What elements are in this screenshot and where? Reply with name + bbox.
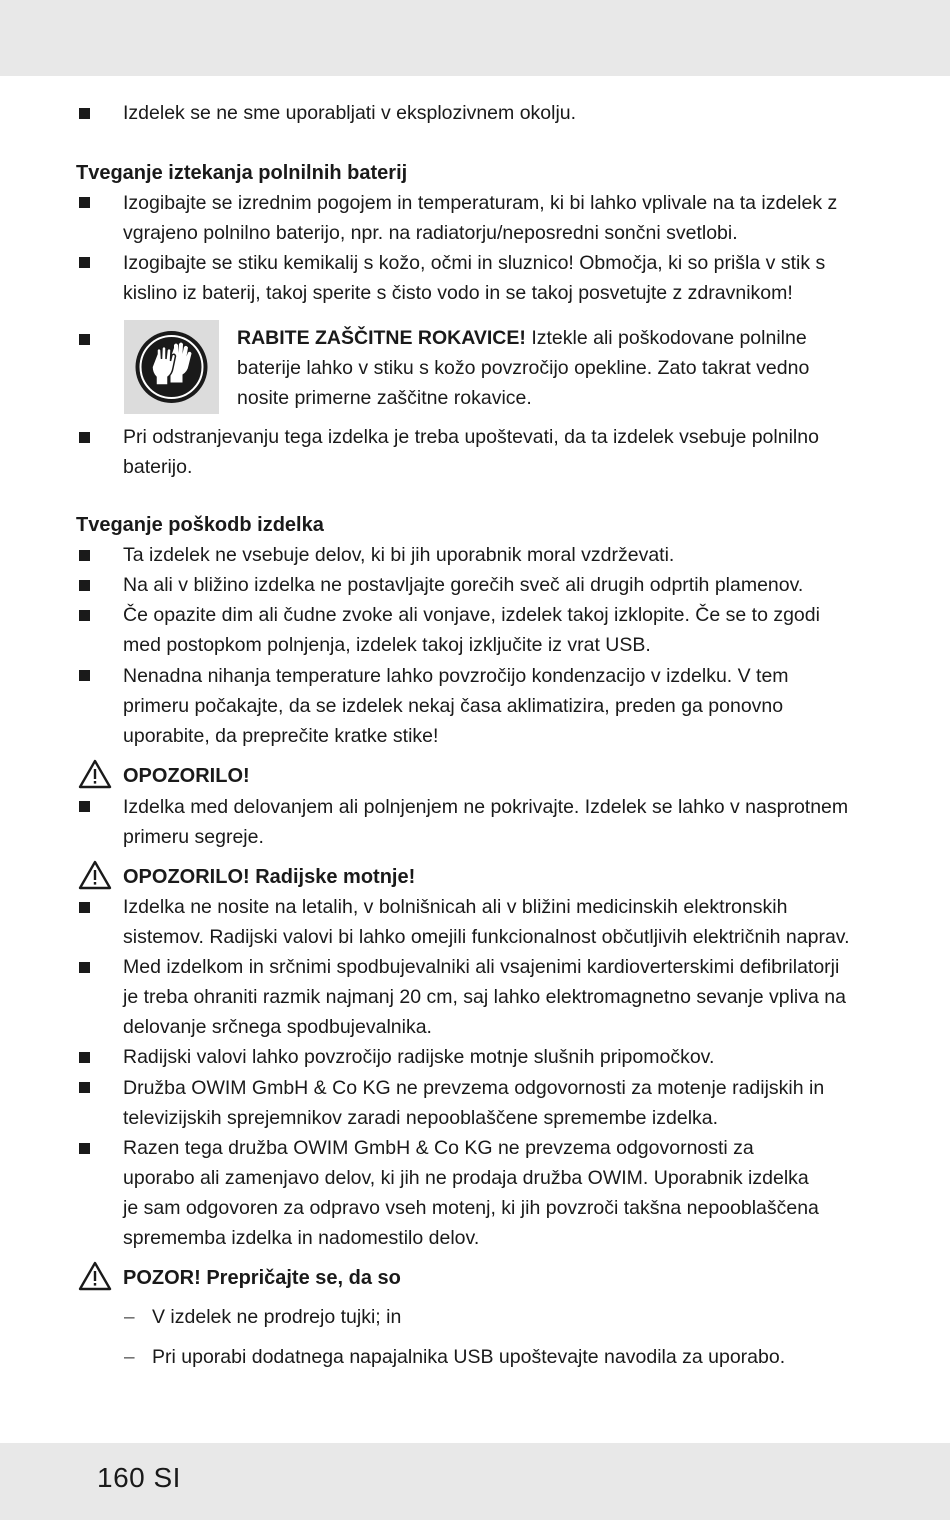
list-item-continuation: uporabo ali zamenjavo delov, ki jih ne prodaja družba OWIM. Uporabnik izdelka (123, 1167, 809, 1189)
section-heading-damage: Tveganje poškodb izdelka (76, 514, 324, 536)
bullet-square (79, 801, 90, 812)
list-item-continuation: nosite primerne zaščitne rokavice. (237, 387, 532, 409)
list-item-continuation: televizijskih sprejemnikov zaradi nepooblaščene spremembe izdelka. (123, 1107, 719, 1129)
warning-heading-radio: OPOZORILO! Radijske motnje! (123, 866, 416, 888)
bullet-square (79, 197, 90, 208)
warning-heading: OPOZORILO! (123, 765, 250, 787)
list-item-continuation: baterije lahko v stiku s kožo povzročijo opekline. Zato takrat vedno (237, 357, 810, 379)
dash-bullet: – (124, 1307, 135, 1328)
list-item: Izdelka ne nosite na letalih, v bolnišnicah ali v bližini medicinskih elektronskih (123, 896, 788, 918)
gloves-icon (124, 320, 219, 414)
bullet-square (79, 334, 90, 345)
bullet-square (79, 108, 90, 119)
list-item: Razen tega družba OWIM GmbH & Co KG ne prevzema odgovornosti za (123, 1137, 754, 1159)
list-item-continuation: kislino iz baterij, takoj sperite s čisto vodo in se takoj posvetujte z zdravnikom! (123, 282, 793, 304)
list-item: Izdelka med delovanjem ali polnjenjem ne pokrivajte. Izdelek se lahko v nasprotnem (123, 796, 849, 818)
bullet-square (79, 550, 90, 561)
section-heading-battery: Tveganje iztekanja polnilnih baterij (76, 162, 408, 184)
warning-triangle-icon (78, 1261, 112, 1291)
page-number: 160 SI (97, 1462, 181, 1493)
bullet-square (79, 257, 90, 268)
list-item: Radijski valovi lahko povzročijo radijske motnje slušnih pripomočkov. (123, 1046, 715, 1068)
list-item-continuation: je sam odgovoren za odpravo vseh motenj, ki jih povzroči takšna nepooblaščena (123, 1197, 819, 1219)
list-item-continuation: sistemov. Radijski valovi bi lahko omejili funkcionalnost občutljivih električnih naprav. (123, 926, 850, 948)
list-item-continuation: primeru počakajte, da se izdelek nekaj časa aklimatizira, preden ga ponovno (123, 695, 784, 717)
dash-bullet: – (124, 1347, 135, 1368)
list-item: Izogibajte se izrednim pogojem in temperaturam, ki bi lahko vplivale na ta izdelek z (123, 192, 838, 214)
list-item: Izogibajte se stiku kemikalij s kožo, očmi in sluznico! Območja, ki so prišla v stik s (123, 252, 826, 274)
bullet-square (79, 902, 90, 913)
bullet-square (79, 1052, 90, 1063)
list-item: Na ali v bližino izdelka ne postavljajte gorečih sveč ali drugih odprtih plamenov. (123, 574, 804, 596)
bullet-square (79, 432, 90, 443)
list-item-continuation: je treba ohraniti razmik najmanj 20 cm, saj lahko elektromagnetno sevanje vpliva na (123, 986, 846, 1008)
list-item: Nenadna nihanja temperature lahko povzročijo kondenzacijo v izdelku. V tem (123, 665, 789, 687)
list-item: Med izdelkom in srčnimi spodbujevalniki ali vsajenimi kardioverterskimi defibrilatorji (123, 956, 840, 978)
dash-list-item: V izdelek ne prodrejo tujki; in (152, 1306, 402, 1328)
list-item-continuation: med postopkom polnjenja, izdelek takoj izključite iz vrat USB. (123, 634, 651, 656)
list-item-continuation: delovanje srčnega spodbujevalnika. (123, 1016, 432, 1038)
list-item-continuation: primeru segreje. (123, 826, 264, 848)
dash-list-item: Pri uporabi dodatnega napajalnika USB upoštevajte navodila za uporabo. (152, 1346, 786, 1368)
caution-heading: POZOR! Prepričajte se, da so (123, 1267, 401, 1289)
bullet-square (79, 610, 90, 621)
warning-triangle-icon (78, 759, 112, 789)
page-header-band (0, 0, 950, 76)
list-item-continuation: baterijo. (123, 456, 193, 478)
list-item: Izdelek se ne sme uporabljati v eksplozivnem okolju. (123, 102, 577, 124)
bullet-square (79, 670, 90, 681)
list-item-continuation: vgrajeno polnilno baterijo, npr. na radiatorju/neposredni sončni svetlobi. (123, 222, 738, 244)
list-item-continuation: sprememba izdelka in nadomestilo delov. (123, 1227, 480, 1249)
list-item: Pri odstranjevanju tega izdelka je treba upoštevati, da ta izdelek vsebuje polnilno (123, 426, 819, 448)
gloves-warning-line (237, 323, 807, 353)
bullet-square (79, 962, 90, 973)
bullet-square (79, 1143, 90, 1154)
warning-triangle-icon (78, 860, 112, 890)
list-item: Ta izdelek ne vsebuje delov, ki bi jih uporabnik moral vzdrževati. (123, 544, 675, 566)
list-item-continuation: uporabite, da preprečite kratke stike! (123, 725, 439, 747)
gloves-warning-text: Iztekle ali poškodovane polnilne (525, 327, 807, 349)
bullet-square (79, 580, 90, 591)
gloves-warning-label: RABITE ZAŠČITNE ROKAVICE! (237, 327, 526, 349)
list-item: Če opazite dim ali čudne zvoke ali vonjave, izdelek takoj izklopite. Če se to zgodi (123, 604, 820, 626)
list-item: Družba OWIM GmbH & Co KG ne prevzema odgovornosti za motenje radijskih in (123, 1077, 825, 1099)
bullet-square (79, 1082, 90, 1093)
